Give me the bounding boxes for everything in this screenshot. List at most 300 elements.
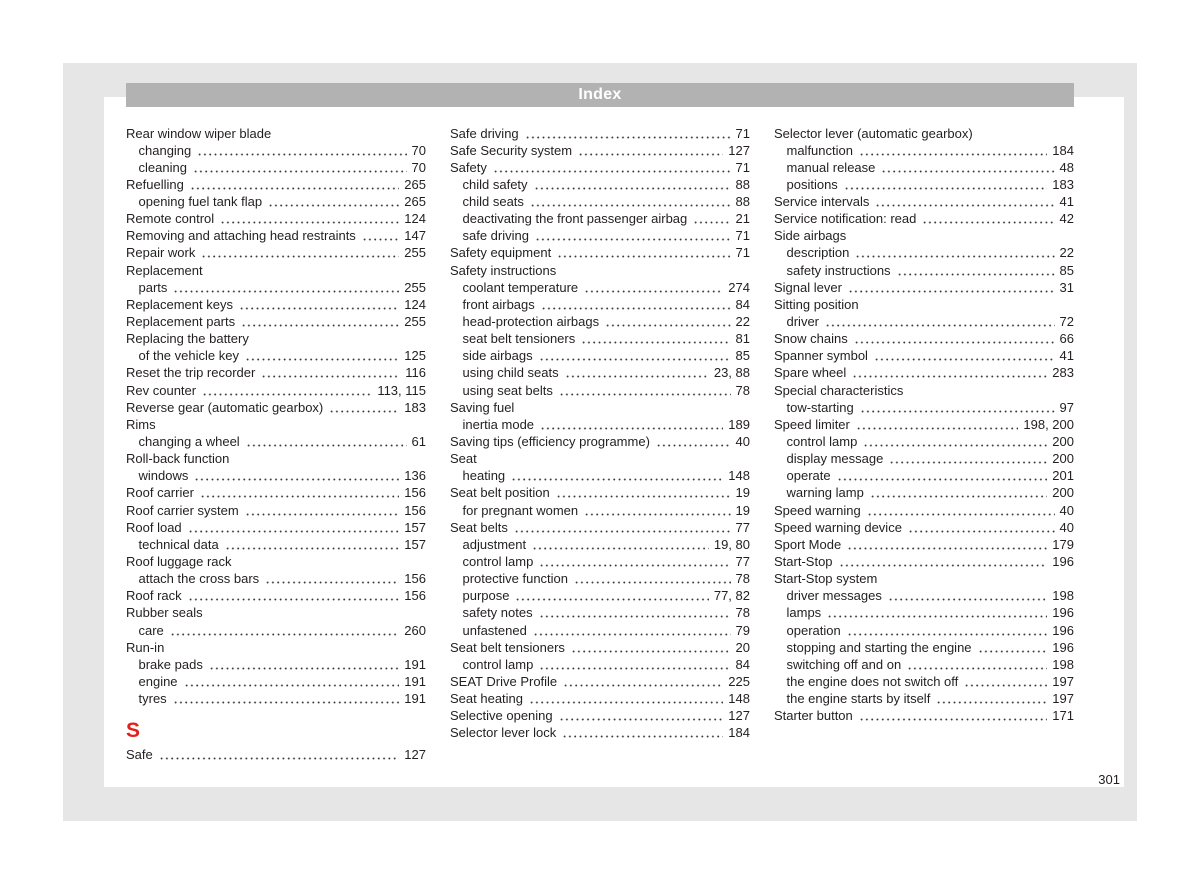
entry-page-ref: 70 (411, 159, 426, 175)
entry-label: operation (786, 622, 841, 638)
entry-label: Speed warning device (774, 519, 902, 535)
entry-label: control lamp (786, 434, 858, 450)
index-entry (774, 519, 1074, 536)
entry-label: Selector lever lock (450, 725, 557, 741)
index-entry (126, 244, 426, 261)
dot-leader (193, 159, 407, 176)
index-entry (450, 399, 750, 416)
index-subentry (450, 604, 750, 621)
entry-page-ref: 97 (1059, 399, 1074, 415)
index-subentry (774, 622, 1074, 639)
entry-label: Seat (450, 451, 477, 467)
index-entry (450, 262, 750, 279)
index-entry (450, 707, 750, 724)
entry-label: warning lamp (786, 485, 864, 501)
entry-label: changing (138, 142, 192, 158)
dot-leader (875, 193, 1054, 210)
entry-page-ref: 191 (404, 674, 426, 689)
entry-page-ref: 265 (404, 194, 426, 210)
index-entry (126, 210, 426, 227)
entry-label: Rubber seals (126, 605, 203, 621)
entry-label: seat belt tensioners (462, 331, 576, 347)
entry-page-ref: 116 (405, 365, 426, 381)
entry-label: Seat belt tensioners (450, 639, 565, 655)
dot-leader (852, 364, 1047, 381)
dot-leader (541, 296, 731, 313)
index-subentry (126, 570, 426, 587)
entry-page-ref: 85 (735, 348, 750, 364)
entry-label: Side airbags (774, 228, 847, 244)
index-subentry (450, 347, 750, 364)
dot-leader (557, 244, 730, 261)
entry-page-ref: 196 (1052, 622, 1074, 638)
dot-leader (170, 622, 400, 639)
entry-page-ref: 124 (404, 296, 426, 312)
index-entry (126, 364, 426, 381)
dot-leader (493, 159, 731, 176)
entry-page-ref: 77 (735, 554, 750, 570)
entry-label: Roof carrier (126, 485, 194, 501)
entry-label: Snow chains (774, 331, 848, 347)
entry-page-ref: 156 (404, 485, 426, 501)
dot-leader (897, 262, 1055, 279)
entry-label: description (786, 245, 850, 261)
dot-leader (184, 673, 400, 690)
entry-label: cleaning (138, 159, 187, 175)
entry-page-ref: 127 (728, 708, 750, 724)
index-subentry (774, 433, 1074, 450)
index-subentry (774, 159, 1074, 176)
entry-label: engine (138, 674, 178, 689)
entry-label: safety instructions (786, 262, 891, 278)
entry-page-ref: 184 (728, 725, 750, 741)
index-entry (126, 176, 426, 193)
entry-page-ref: 255 (404, 279, 426, 295)
entry-page-ref: 156 (404, 571, 426, 587)
entry-page-ref: 125 (404, 348, 426, 364)
dot-leader (173, 690, 400, 707)
index-entry (774, 570, 1074, 587)
dot-leader (860, 399, 1055, 416)
entry-page-ref: 78 (735, 571, 750, 587)
dot-leader (847, 622, 1048, 639)
entry-label: Saving fuel (450, 399, 515, 415)
index-entry (774, 364, 1074, 381)
dot-leader (532, 536, 709, 553)
entry-label: tyres (138, 691, 167, 707)
index-header (126, 83, 1074, 107)
entry-page-ref: 113, 115 (377, 382, 426, 398)
dot-leader (190, 176, 399, 193)
entry-page-ref: 40 (1059, 502, 1074, 518)
index-subentry (774, 656, 1074, 673)
dot-leader (584, 279, 723, 296)
entry-page-ref: 124 (404, 211, 426, 227)
dot-leader (908, 519, 1055, 536)
index-subentry (126, 142, 426, 159)
dot-leader (246, 433, 407, 450)
index-subentry (126, 279, 426, 296)
index-entry (450, 673, 750, 690)
entry-label: child safety (462, 176, 528, 192)
index-subentry (774, 313, 1074, 330)
index-entry (126, 227, 426, 244)
entry-page-ref: 191 (404, 656, 426, 672)
index-entry (126, 262, 426, 279)
dot-leader (530, 193, 731, 210)
entry-page-ref: 179 (1052, 536, 1074, 552)
entry-label: Rear window wiper blade (126, 125, 272, 141)
entry-page-ref: 70 (411, 142, 426, 158)
entry-label: attach the cross bars (138, 571, 260, 587)
entry-page-ref: 71 (735, 125, 750, 141)
index-entry (774, 553, 1074, 570)
entry-label: driver messages (786, 588, 882, 604)
dot-leader (515, 587, 708, 604)
dot-leader (511, 467, 723, 484)
index-entry (126, 330, 426, 347)
dot-leader (854, 330, 1055, 347)
entry-page-ref: 255 (404, 314, 426, 330)
dot-leader (261, 364, 400, 381)
entry-label: the engine starts by itself (786, 691, 931, 707)
dot-leader (197, 142, 406, 159)
entry-label: Saving tips (efficiency programme) (450, 434, 650, 450)
dot-leader (827, 604, 1047, 621)
dot-leader (362, 227, 399, 244)
index-entry (126, 484, 426, 501)
entry-label: Run-in (126, 639, 165, 655)
dot-leader (867, 502, 1055, 519)
dot-leader (201, 244, 399, 261)
entry-page-ref: 71 (735, 228, 750, 244)
index-subentry (450, 382, 750, 399)
entry-label: display message (786, 451, 884, 467)
entry-label: heating (462, 468, 506, 484)
dot-leader (533, 622, 731, 639)
entry-page-ref: 198 (1052, 656, 1074, 672)
entry-label: Reverse gear (automatic gearbox) (126, 399, 324, 415)
index-subentry (450, 193, 750, 210)
entry-label: Safe driving (450, 125, 519, 141)
entry-label: Seat belt position (450, 485, 550, 501)
entry-page-ref: 127 (404, 747, 426, 763)
entry-page-ref: 200 (1052, 485, 1074, 501)
dot-leader (539, 656, 730, 673)
index-entry (450, 690, 750, 707)
entry-label: Start-Stop system (774, 571, 878, 587)
entry-label: the engine does not switch off (786, 674, 959, 689)
index-entry (774, 279, 1074, 296)
index-subentry (126, 347, 426, 364)
index-subentry (774, 467, 1074, 484)
entry-label: opening fuel tank flap (138, 194, 263, 210)
entry-label: of the vehicle key (138, 348, 239, 364)
entry-page-ref: 201 (1052, 468, 1074, 484)
entry-page-ref: 189 (728, 416, 750, 432)
entry-label: front airbags (462, 296, 535, 312)
dot-leader (565, 364, 709, 381)
index-entry (774, 125, 1074, 142)
entry-page-ref: 77, 82 (713, 588, 750, 604)
entry-page-ref: 79 (735, 622, 750, 638)
entry-page-ref: 157 (404, 536, 426, 552)
index-subentry (126, 159, 426, 176)
entry-label: malfunction (786, 142, 853, 158)
entry-label: parts (138, 279, 168, 295)
entry-page-ref: 136 (404, 468, 426, 484)
entry-label: Selector lever (automatic gearbox) (774, 125, 973, 141)
dot-leader (209, 656, 399, 673)
entry-label: Speed limiter (774, 416, 850, 432)
dot-leader (859, 142, 1047, 159)
entry-label: Removing and attaching head restraints (126, 228, 356, 244)
dot-leader (265, 570, 399, 587)
dot-leader (571, 639, 731, 656)
index-entry (126, 519, 426, 536)
index-subentry (450, 330, 750, 347)
entry-page-ref: 183 (404, 399, 426, 415)
index-entry (450, 142, 750, 159)
index-entry (450, 159, 750, 176)
index-entry (450, 484, 750, 501)
index-subentry (126, 673, 426, 690)
dot-leader (881, 159, 1054, 176)
entry-page-ref: 77 (735, 519, 750, 535)
dot-leader (605, 313, 730, 330)
index-column (126, 125, 426, 764)
dot-leader (978, 639, 1048, 656)
entry-label: Seat heating (450, 691, 524, 707)
index-entry (126, 125, 426, 142)
entry-label: driver (786, 314, 820, 330)
index-subentry (450, 210, 750, 227)
entry-page-ref: 61 (411, 434, 426, 450)
index-subentry (450, 622, 750, 639)
dot-leader (563, 673, 723, 690)
entry-page-ref: 260 (404, 622, 426, 638)
index-subentry (450, 570, 750, 587)
index-entry (450, 724, 750, 741)
entry-label: lamps (786, 605, 822, 621)
index-subentry (126, 656, 426, 673)
entry-label: tow-starting (786, 399, 854, 415)
index-subentry (774, 604, 1074, 621)
index-entry (126, 416, 426, 433)
index-entry (774, 536, 1074, 553)
index-subentry (774, 639, 1074, 656)
index-entry (126, 382, 426, 399)
entry-label: stopping and starting the engine (786, 639, 972, 655)
dot-leader (556, 484, 731, 501)
index-subentry (126, 622, 426, 639)
entry-page-ref: 22 (1059, 245, 1074, 261)
entry-page-ref: 200 (1052, 434, 1074, 450)
index-subentry (774, 484, 1074, 501)
dot-leader (825, 313, 1055, 330)
index-entry (450, 125, 750, 142)
entry-page-ref: 84 (735, 656, 750, 672)
index-subentry (126, 433, 426, 450)
dot-leader (559, 382, 731, 399)
entry-label: using seat belts (462, 382, 553, 398)
index-entry (774, 707, 1074, 724)
entry-label: Sitting position (774, 296, 859, 312)
dot-leader (268, 193, 399, 210)
entry-label: Reset the trip recorder (126, 365, 256, 381)
index-entry (774, 347, 1074, 364)
index-entry (126, 587, 426, 604)
dot-leader (225, 536, 400, 553)
entry-label: Repair work (126, 245, 196, 261)
index-subentry (774, 262, 1074, 279)
entry-page-ref: 184 (1052, 142, 1074, 158)
entry-label: safety notes (462, 605, 533, 621)
index-column (774, 125, 1074, 725)
entry-page-ref: 19, 80 (713, 536, 750, 552)
entry-page-ref: 72 (1059, 314, 1074, 330)
dot-leader (534, 176, 731, 193)
dot-leader (539, 604, 731, 621)
dot-leader (188, 587, 400, 604)
dot-leader (855, 244, 1054, 261)
index-subentry (774, 450, 1074, 467)
entry-page-ref: 171 (1052, 708, 1074, 724)
index-entry (126, 313, 426, 330)
index-column (450, 125, 750, 742)
entry-label: Safety (450, 159, 487, 175)
entry-page-ref: 147 (404, 228, 426, 244)
entry-page-ref: 71 (735, 159, 750, 175)
entry-page-ref: 157 (404, 519, 426, 535)
entry-label: manual release (786, 159, 876, 175)
entry-label: SEAT Drive Profile (450, 674, 558, 689)
entry-label: purpose (462, 588, 510, 604)
entry-page-ref: 283 (1052, 365, 1074, 381)
entry-label: Rims (126, 416, 156, 432)
page-number: 301 (1098, 772, 1120, 787)
dot-leader (245, 502, 400, 519)
dot-leader (839, 553, 1048, 570)
index-subentry (450, 656, 750, 673)
entry-page-ref: 156 (404, 588, 426, 604)
index-entry (126, 604, 426, 621)
dot-leader (173, 279, 399, 296)
dot-leader (863, 433, 1047, 450)
index-entry (774, 227, 1074, 244)
index-subentry (126, 193, 426, 210)
dot-leader (922, 210, 1054, 227)
index-entry (126, 502, 426, 519)
entry-label: Selective opening (450, 708, 553, 724)
index-entry (126, 746, 426, 763)
entry-label: inertia mode (462, 416, 535, 432)
entry-page-ref: 197 (1052, 674, 1074, 689)
entry-page-ref: 21 (735, 211, 750, 227)
index-subentry (450, 296, 750, 313)
index-subentry (450, 536, 750, 553)
entry-label: Spanner symbol (774, 348, 868, 364)
dot-leader (329, 399, 399, 416)
dot-leader (559, 707, 724, 724)
dot-leader (856, 416, 1019, 433)
entry-page-ref: 71 (735, 245, 750, 261)
entry-label: Start-Stop (774, 554, 833, 570)
entry-label: changing a wheel (138, 434, 240, 450)
entry-page-ref: 255 (404, 245, 426, 261)
entry-page-ref: 78 (735, 382, 750, 398)
dot-leader (888, 587, 1047, 604)
entry-label: brake pads (138, 656, 203, 672)
index-entry (774, 330, 1074, 347)
index-subentry (450, 176, 750, 193)
dot-leader (200, 484, 399, 501)
entry-label: Replacement (126, 262, 203, 278)
entry-label: Service notification: read (774, 211, 917, 227)
entry-page-ref: 20 (735, 639, 750, 655)
entry-page-ref: 81 (735, 331, 750, 347)
entry-label: using child seats (462, 365, 559, 381)
index-entry (450, 519, 750, 536)
dot-leader (562, 724, 723, 741)
dot-leader (540, 416, 723, 433)
index-subentry (774, 176, 1074, 193)
dot-leader (574, 570, 731, 587)
entry-page-ref: 197 (1052, 691, 1074, 707)
dot-leader (936, 690, 1047, 707)
entry-label: Safety equipment (450, 245, 552, 261)
entry-label: positions (786, 176, 838, 192)
index-subentry (450, 364, 750, 381)
index-subentry (450, 502, 750, 519)
index-entry (450, 639, 750, 656)
entry-page-ref: 41 (1059, 348, 1074, 364)
entry-page-ref: 78 (735, 605, 750, 621)
dot-leader (848, 279, 1055, 296)
entry-page-ref: 148 (728, 468, 750, 484)
entry-label: control lamp (462, 554, 534, 570)
dot-leader (514, 519, 731, 536)
entry-label: control lamp (462, 656, 534, 672)
entry-label: safe driving (462, 228, 529, 244)
index-entry (774, 193, 1074, 210)
entry-label: Replacing the battery (126, 331, 249, 347)
dot-leader (584, 502, 730, 519)
entry-label: Roof carrier system (126, 502, 239, 518)
index-entry (774, 416, 1074, 433)
entry-label: care (138, 622, 164, 638)
entry-label: switching off and on (786, 656, 902, 672)
index-subentry (774, 142, 1074, 159)
index-entry (126, 450, 426, 467)
entry-label: Service intervals (774, 194, 870, 210)
entry-page-ref: 40 (1059, 519, 1074, 535)
dot-leader (539, 553, 730, 570)
entry-label: Roof load (126, 519, 182, 535)
index-entry (126, 296, 426, 313)
section-letter-heading: S (126, 719, 141, 743)
entry-label: Roof rack (126, 588, 182, 604)
entry-label: Safe (126, 747, 153, 763)
dot-leader (194, 467, 399, 484)
index-subentry (774, 673, 1074, 690)
entry-label: Safe Security system (450, 142, 573, 158)
index-entry (774, 296, 1074, 313)
entry-label: Sport Mode (774, 536, 842, 552)
index-subentry (450, 553, 750, 570)
entry-label: Spare wheel (774, 365, 847, 381)
entry-page-ref: 148 (728, 691, 750, 707)
